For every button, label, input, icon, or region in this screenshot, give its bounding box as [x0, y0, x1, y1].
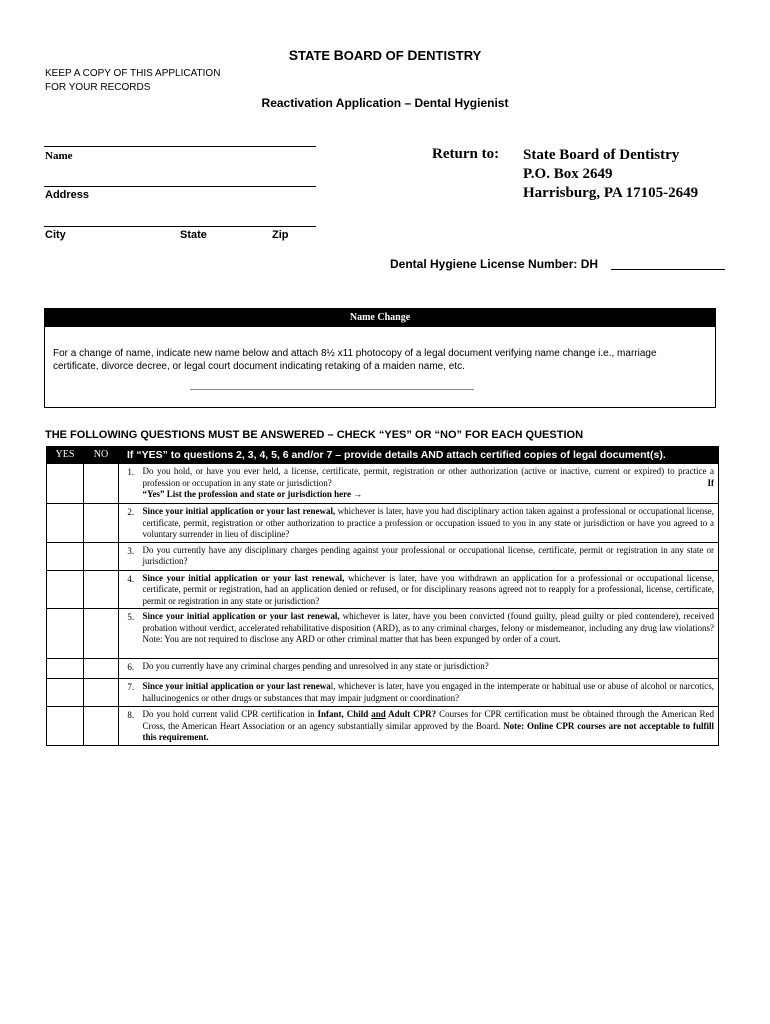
question-text: Do you currently have any criminal charges pending and unresolved in any state or jurisdiction?: [143, 659, 719, 679]
arrow-right-icon: →: [353, 489, 363, 499]
q4-yes-checkbox[interactable]: [47, 570, 84, 609]
q2-yes-checkbox[interactable]: [47, 504, 84, 543]
questions-heading: THE FOLLOWING QUESTIONS MUST BE ANSWERED – CHECK “YES” OR “NO” FOR EACH QUESTION: [45, 429, 584, 441]
q6-yes-checkbox[interactable]: [47, 659, 84, 679]
question-number: 5.: [119, 609, 143, 659]
return-address-line-3: Harrisburg, PA 17105-2649: [523, 185, 699, 201]
question-number: 8.: [119, 707, 143, 746]
name-change-heading: Name Change: [45, 309, 715, 327]
question-number: 1.: [119, 464, 143, 504]
question-number: 2.: [119, 504, 143, 543]
questions-header-row: [47, 447, 719, 464]
question-row-4: [47, 570, 719, 609]
keep-copy-line-1: KEEP A COPY OF THIS APPLICATION: [45, 68, 221, 79]
details-column-header: If “YES” to questions 2, 3, 4, 5, 6 and/or 7 – provide details AND attach certified copies of legal document(s).: [119, 447, 719, 464]
question-row-2: [47, 504, 719, 543]
question-row-5: [47, 609, 719, 659]
question-number: 3.: [119, 542, 143, 570]
return-address-line-2: P.O. Box 2649: [523, 166, 613, 182]
state-field-label: State: [180, 229, 207, 241]
question-number: 7.: [119, 679, 143, 707]
q8-no-checkbox[interactable]: [84, 707, 119, 746]
question-row-6: [47, 659, 719, 679]
city-field-label: City: [45, 229, 66, 241]
zip-field-label: Zip: [272, 229, 289, 241]
q1-yes-checkbox[interactable]: [47, 464, 84, 504]
q1-no-checkbox[interactable]: [84, 464, 119, 504]
address-field-line[interactable]: [44, 186, 316, 187]
question-row-7: [47, 679, 719, 707]
keep-copy-line-2: FOR YOUR RECORDS: [45, 82, 151, 93]
city-state-zip-line[interactable]: [44, 226, 316, 227]
question-row-3: [47, 542, 719, 570]
question-text: Since your initial application or your last renewal, whichever is later, have you had disciplinary action taken against a professional or occupational license, certificate, permit, registration or other authorization to practice a profession or occupation issued to you in any state or jurisdiction or have you agreed to a voluntary surrender in lieu of discipline?: [143, 504, 719, 543]
new-name-field[interactable]: [190, 389, 474, 390]
q3-yes-checkbox[interactable]: [47, 542, 84, 570]
question-text: Since your initial application or your last renewal, whichever is later, have you engaged in the intemperate or habitual use or abuse of alcohol or narcotics, hallucinogenics or other drugs or substances that may impair judgment or coordination?: [143, 679, 719, 707]
question-row-1: [47, 464, 719, 504]
question-text: Since your initial application or your last renewal, whichever is later, have you been convicted (found guilty, plead guilty or pled contendere), received probation without verdict, accelerated rehabilitative disposition (ARD), as to any criminal charges, felony or misdemeanor, including any drug law violations? Note: You are not required to disclose any ARD or other criminal matter that has been expunged by order of a court.: [143, 609, 719, 659]
question-text: Do you hold, or have you ever held, a license, certificate, permit, registration or other authorization (active or inactive, current or expired) to practice a profession or occupation in any state or jurisdiction? If “Yes” List the profession and state or jurisdiction here →: [143, 464, 719, 504]
question-number: 4.: [119, 570, 143, 609]
name-field-label: Name: [45, 150, 73, 162]
form-subtitle: Reactivation Application – Dental Hygienist: [261, 96, 509, 110]
q5-no-checkbox[interactable]: [84, 609, 119, 659]
q3-no-checkbox[interactable]: [84, 542, 119, 570]
license-number-field[interactable]: [611, 269, 725, 270]
page-title: STATE BOARD OF DENTISTRY: [288, 47, 482, 63]
q7-no-checkbox[interactable]: [84, 679, 119, 707]
question-text: Do you currently have any disciplinary charges pending against your professional or occupational license, certificate, permit or registration in any state or jurisdiction?: [143, 542, 719, 570]
return-address: [523, 146, 698, 203]
question-text: Do you hold current valid CPR certification in Infant, Child and Adult CPR? Courses for CPR certification must be obtained through the American Red Cross, the American Heart Association or an agency substantially similar approved by the Board. Note: Online CPR courses are not acceptable to fulfill this requirement.: [143, 707, 719, 746]
name-field-line[interactable]: [44, 146, 316, 147]
name-change-instructions: For a change of name, indicate new name below and attach 8½ x11 photocopy of a legal document verifying name change i.e., marriage certificate, divorce decree, or legal court document indicating retaking of a maiden name, etc.: [53, 348, 657, 372]
q8-yes-checkbox[interactable]: [47, 707, 84, 746]
question-row-8: [47, 707, 719, 746]
address-field-label: Address: [45, 189, 90, 201]
no-column-header: NO: [84, 447, 119, 464]
questions-table: [46, 446, 719, 746]
return-to-label: Return to:: [432, 146, 500, 162]
q6-no-checkbox[interactable]: [84, 659, 119, 679]
keep-copy-note: [45, 67, 220, 95]
name-change-section: [44, 308, 716, 408]
q2-no-checkbox[interactable]: [84, 504, 119, 543]
question-text: Since your initial application or your last renewal, whichever is later, have you withdrawn an application for a professional or occupational license, certificate, permit or registration, had an application denied or refused, or for disciplinary reasons agreed not to reapply for a professional, license, certificate, permit or registration in any state or jurisdiction?: [143, 570, 719, 609]
q7-yes-checkbox[interactable]: [47, 679, 84, 707]
q5-yes-checkbox[interactable]: [47, 609, 84, 659]
license-number-label: Dental Hygiene License Number: DH: [390, 257, 599, 271]
q4-no-checkbox[interactable]: [84, 570, 119, 609]
question-number: 6.: [119, 659, 143, 679]
return-address-line-1: State Board of Dentistry: [523, 147, 680, 163]
yes-column-header: YES: [47, 447, 84, 464]
